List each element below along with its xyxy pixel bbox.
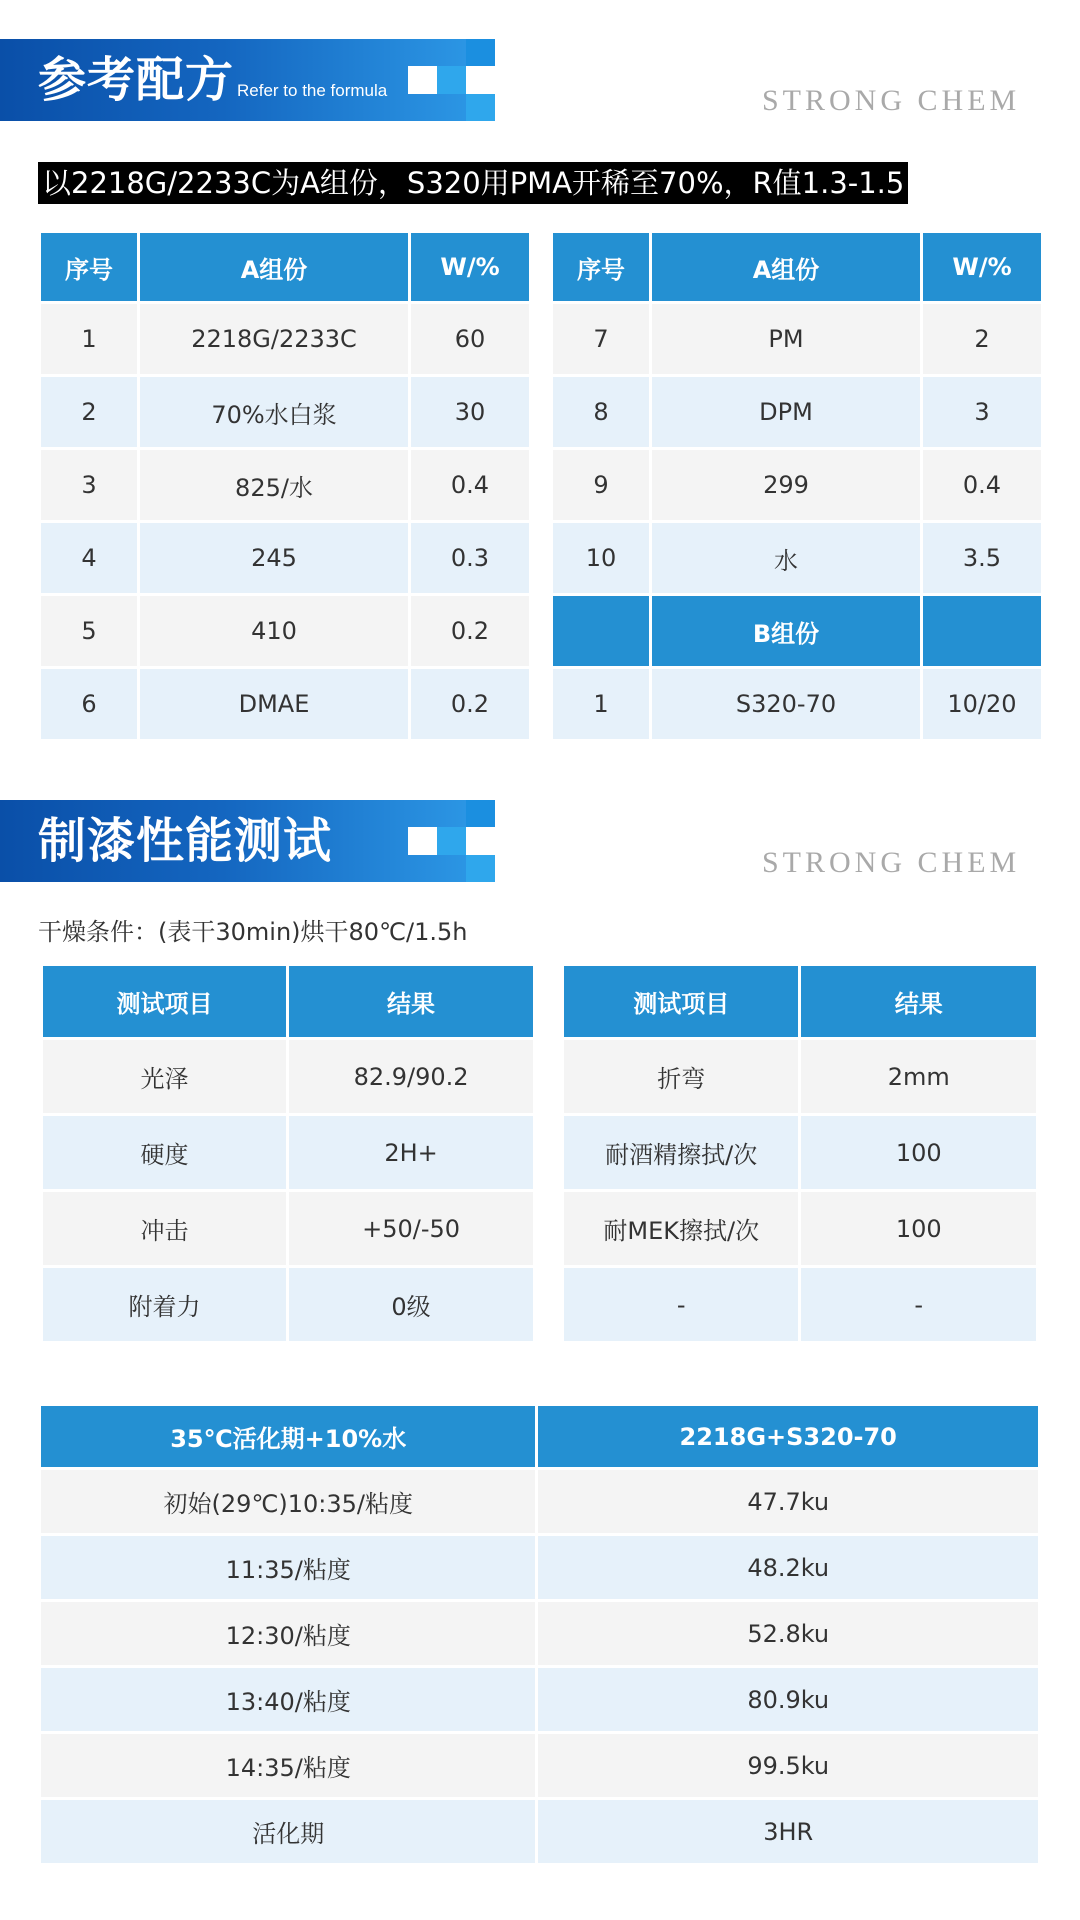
cell-weight: 10/20 [923, 669, 1041, 739]
cell-weight: 0.4 [411, 450, 529, 520]
cell-index: 10 [553, 523, 649, 593]
table-row [41, 1536, 1038, 1599]
col-header-condition: 35℃活化期+10%水 [41, 1406, 535, 1467]
b-header-blank [553, 596, 649, 666]
cell-viscosity: 99.5ku [538, 1734, 1038, 1797]
cell-weight: 60 [411, 304, 529, 374]
cell-component: 299 [652, 450, 920, 520]
section-subtitle: Refer to the formula [237, 81, 388, 100]
table-row [41, 1800, 1038, 1863]
col-header-index: 序号 [41, 233, 137, 301]
table-row [41, 1734, 1038, 1797]
cell-component: 水 [652, 523, 920, 593]
cell-result: 2mm [801, 1040, 1036, 1113]
pot-life-table [38, 1403, 1041, 1866]
cell-test-item: 耐MEK擦拭/次 [564, 1192, 798, 1265]
cell-result: 2H+ [289, 1116, 533, 1189]
table-row [43, 1192, 533, 1265]
formula-note: 以2218G/2233C为A组份，S320用PMA开稀至70%，R值1.3-1.5 [38, 162, 908, 204]
table-row [553, 669, 1041, 739]
col-header-result: 结果 [289, 966, 533, 1037]
cell-test-item: 附着力 [43, 1268, 286, 1341]
cell-component: DMAE [140, 669, 408, 739]
cell-weight: 0.2 [411, 669, 529, 739]
col-header-weight: W/% [923, 233, 1041, 301]
table-row [564, 1040, 1036, 1113]
cell-weight: 0.2 [411, 596, 529, 666]
section-title: 参考配方 [38, 52, 235, 108]
cell-result: 0级 [289, 1268, 533, 1341]
cell-component: DPM [652, 377, 920, 447]
cell-test-item: 耐酒精擦拭/次 [564, 1116, 798, 1189]
cell-result: 82.9/90.2 [289, 1040, 533, 1113]
cell-result: +50/-50 [289, 1192, 533, 1265]
cell-component: 245 [140, 523, 408, 593]
cell-weight: 30 [411, 377, 529, 447]
cell-weight: 0.3 [411, 523, 529, 593]
cell-index: 1 [553, 669, 649, 739]
cell-test-item: - [564, 1268, 798, 1341]
test-table-right [561, 963, 1039, 1344]
table-row [41, 450, 529, 520]
cell-test-item: 冲击 [43, 1192, 286, 1265]
cell-index: 8 [553, 377, 649, 447]
table-row [553, 450, 1041, 520]
table-row [41, 596, 529, 666]
cell-component: S320-70 [652, 669, 920, 739]
cell-component: 2218G/2233C [140, 304, 408, 374]
b-component-header: B组份 [652, 596, 920, 666]
b-component-header-row [553, 596, 1041, 666]
cell-test-item: 光泽 [43, 1040, 286, 1113]
cell-viscosity: 80.9ku [538, 1668, 1038, 1731]
cell-result: 100 [801, 1116, 1036, 1189]
cell-time: 12:30/粘度 [41, 1602, 535, 1665]
col-header-test-item: 测试项目 [43, 966, 286, 1037]
table-row [41, 304, 529, 374]
table-row [564, 1268, 1036, 1341]
cell-test-item: 硬度 [43, 1116, 286, 1189]
table-row [553, 304, 1041, 374]
cell-index: 7 [553, 304, 649, 374]
drying-conditions-note: 干燥条件：(表干30min)烘干80℃/1.5h [38, 918, 468, 946]
cell-weight: 2 [923, 304, 1041, 374]
col-header-index: 序号 [553, 233, 649, 301]
checker-decoration [408, 39, 495, 121]
cell-index: 2 [41, 377, 137, 447]
cell-component: 70%水白浆 [140, 377, 408, 447]
table-row [43, 1040, 533, 1113]
test-table-left [40, 963, 536, 1344]
cell-test-item: 折弯 [564, 1040, 798, 1113]
table-row [41, 1602, 1038, 1665]
table-row [41, 1470, 1038, 1533]
table-row [553, 377, 1041, 447]
cell-result: 100 [801, 1192, 1036, 1265]
col-header-result: 结果 [801, 966, 1036, 1037]
cell-time: 11:35/粘度 [41, 1536, 535, 1599]
table-row [43, 1268, 533, 1341]
col-header-test-item: 测试项目 [564, 966, 798, 1037]
cell-index: 3 [41, 450, 137, 520]
table-row [41, 377, 529, 447]
formula-table-right [550, 230, 1044, 742]
cell-weight: 3 [923, 377, 1041, 447]
brand-watermark: STRONG CHEM [762, 84, 1021, 117]
cell-viscosity: 52.8ku [538, 1602, 1038, 1665]
cell-index: 4 [41, 523, 137, 593]
checker-decoration [408, 800, 495, 882]
cell-viscosity: 3HR [538, 1800, 1038, 1863]
table-row [553, 523, 1041, 593]
table-row [41, 523, 529, 593]
cell-component: 410 [140, 596, 408, 666]
cell-result: - [801, 1268, 1036, 1341]
table-row [41, 669, 529, 739]
cell-index: 6 [41, 669, 137, 739]
cell-time: 活化期 [41, 1800, 535, 1863]
cell-index: 5 [41, 596, 137, 666]
b-header-blank [923, 596, 1041, 666]
cell-index: 1 [41, 304, 137, 374]
brand-watermark: STRONG CHEM [762, 846, 1021, 879]
cell-component: 825/水 [140, 450, 408, 520]
cell-viscosity: 48.2ku [538, 1536, 1038, 1599]
col-header-system: 2218G+S320-70 [538, 1406, 1038, 1467]
table-row [41, 1668, 1038, 1731]
cell-time: 13:40/粘度 [41, 1668, 535, 1731]
section-title: 制漆性能测试 [38, 813, 333, 869]
table-row [43, 1116, 533, 1189]
cell-weight: 3.5 [923, 523, 1041, 593]
cell-viscosity: 47.7ku [538, 1470, 1038, 1533]
col-header-weight: W/% [411, 233, 529, 301]
cell-weight: 0.4 [923, 450, 1041, 520]
col-header-component: A组份 [652, 233, 920, 301]
cell-index: 9 [553, 450, 649, 520]
cell-time: 初始(29℃)10:35/粘度 [41, 1470, 535, 1533]
cell-component: PM [652, 304, 920, 374]
col-header-component: A组份 [140, 233, 408, 301]
cell-time: 14:35/粘度 [41, 1734, 535, 1797]
table-row [564, 1192, 1036, 1265]
formula-table-left [38, 230, 532, 742]
table-row [564, 1116, 1036, 1189]
